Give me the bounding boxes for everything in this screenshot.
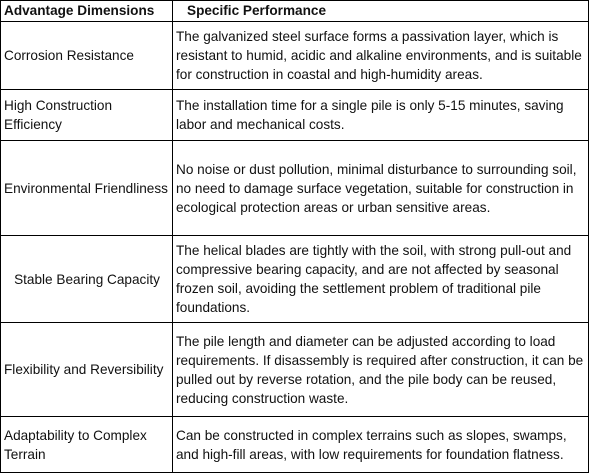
dimension-cell: High Construction Efficiency: [1, 90, 173, 141]
performance-cell: The pile length and diameter can be adjusted according to load requirements. If disassembly is required after construction, it can be pulled out by reverse rotation, and the pile body can be reused, reducing construction waste.: [173, 323, 589, 417]
header-specific-performance: Specific Performance: [173, 1, 589, 22]
table-row: [1, 323, 589, 417]
table-row: [1, 417, 589, 473]
performance-cell: Can be constructed in complex terrains such as slopes, swamps, and high-fill areas, with low requirements for foundation flatness.: [173, 417, 589, 473]
table-row: [1, 22, 589, 90]
header-row: [1, 1, 589, 22]
table-row: [1, 90, 589, 141]
dimension-cell: Stable Bearing Capacity: [1, 236, 173, 323]
performance-cell: The helical blades are tightly with the soil, with strong pull-out and compressive bearing capacity, and are not affected by seasonal frozen soil, avoiding the settlement problem of traditional pile foundations.: [173, 236, 589, 323]
performance-cell: The installation time for a single pile is only 5-15 minutes, saving labor and mechanical costs.: [173, 90, 589, 141]
table-row: [1, 236, 589, 323]
performance-cell: The galvanized steel surface forms a passivation layer, which is resistant to humid, acidic and alkaline environments, and is suitable for construction in coastal and high-humidity areas.: [173, 22, 589, 90]
dimension-cell: Environmental Friendliness: [1, 141, 173, 236]
performance-cell: No noise or dust pollution, minimal disturbance to surrounding soil, no need to damage surface vegetation, suitable for construction in ecological protection areas or urban sensitive areas.: [173, 141, 589, 236]
dimension-cell: Corrosion Resistance: [1, 22, 173, 90]
dimension-cell: Adaptability to Complex Terrain: [1, 417, 173, 473]
dimension-cell: Flexibility and Reversibility: [1, 323, 173, 417]
table-body: [1, 22, 589, 473]
header-advantage-dimensions: Advantage Dimensions: [1, 1, 173, 22]
table-row: [1, 141, 589, 236]
table-header: [1, 1, 589, 22]
